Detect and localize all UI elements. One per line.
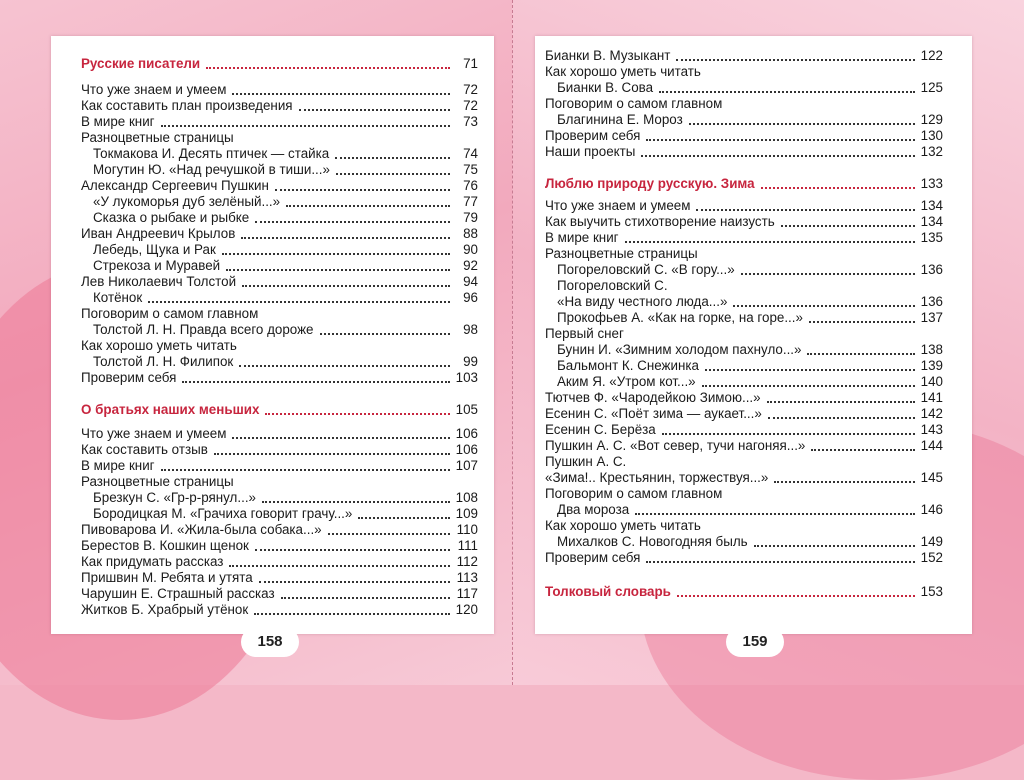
toc-entry[interactable] bbox=[81, 370, 478, 386]
toc-entry-title: Что уже знаем и умеем bbox=[81, 426, 227, 441]
toc-entry[interactable] bbox=[81, 354, 478, 370]
toc-entry-title: Берестов В. Кошкин щенок bbox=[81, 538, 249, 553]
toc-entry[interactable] bbox=[81, 322, 478, 338]
toc-entry[interactable] bbox=[545, 374, 943, 390]
toc-dot-leader bbox=[646, 139, 914, 141]
toc-entry[interactable] bbox=[545, 342, 943, 358]
toc-dot-leader bbox=[781, 225, 915, 227]
toc-page-number: 72 bbox=[463, 82, 478, 97]
toc-entry[interactable] bbox=[545, 80, 943, 96]
toc-page-number: 122 bbox=[920, 48, 943, 63]
toc-page-number: 134 bbox=[920, 214, 943, 229]
toc-entry-title: Поговорим о самом главном bbox=[545, 96, 723, 111]
toc-dot-leader bbox=[809, 321, 915, 323]
toc-page-number: 117 bbox=[456, 586, 478, 601]
toc-dot-leader bbox=[662, 433, 915, 435]
toc-dot-leader bbox=[281, 597, 450, 599]
toc-entry-title: Как хорошо уметь читать bbox=[81, 338, 237, 353]
toc-dot-leader bbox=[161, 469, 450, 471]
toc-entry-title: Как хорошо уметь читать bbox=[545, 518, 701, 533]
toc-entry-title: Разноцветные страницы bbox=[81, 474, 234, 489]
toc-entry[interactable] bbox=[81, 146, 478, 162]
toc-entry-title: О братьях наших меньших bbox=[81, 402, 260, 417]
toc-entry[interactable] bbox=[545, 294, 943, 310]
toc-page-number: 109 bbox=[455, 506, 478, 521]
toc-entry-title: Проверим себя bbox=[81, 370, 177, 385]
toc-dot-leader bbox=[774, 481, 914, 483]
toc-entry[interactable] bbox=[545, 144, 943, 160]
toc-dot-leader bbox=[275, 189, 450, 191]
toc-entry[interactable] bbox=[81, 98, 478, 114]
toc-entry-title: Люблю природу русскую. Зима bbox=[545, 176, 755, 191]
page-number-right: 159 bbox=[726, 627, 784, 657]
toc-entry[interactable] bbox=[545, 438, 943, 454]
toc-dot-leader bbox=[286, 205, 450, 207]
toc-dot-leader bbox=[320, 333, 451, 335]
toc-page-number: 134 bbox=[920, 198, 943, 213]
toc-dot-leader bbox=[646, 561, 914, 563]
toc-page-number: 110 bbox=[456, 522, 478, 537]
toc-page-number: 152 bbox=[920, 550, 943, 565]
toc-entry-title: Русские писатели bbox=[81, 56, 201, 71]
toc-entry[interactable] bbox=[545, 310, 943, 326]
toc-page-number: 75 bbox=[463, 162, 478, 177]
left-page bbox=[51, 36, 494, 634]
toc-page-number: 136 bbox=[920, 294, 943, 309]
toc-entry[interactable] bbox=[81, 490, 478, 506]
toc-page-number: 145 bbox=[920, 470, 943, 485]
toc-entry-title: «У лукоморья дуб зелёный...» bbox=[93, 194, 281, 209]
toc-entry-title: В мире книг bbox=[545, 230, 619, 245]
toc-entry-title: Пушкин А. С. «Вот север, тучи нагоняя...» bbox=[545, 438, 806, 453]
toc-entry[interactable] bbox=[81, 162, 478, 178]
toc-entry-title: Первый снег bbox=[545, 326, 624, 341]
toc-page-number: 92 bbox=[463, 258, 478, 273]
toc-page-number: 71 bbox=[463, 56, 478, 71]
toc-page-number: 130 bbox=[920, 128, 943, 143]
toc-entry-title: Разноцветные страницы bbox=[81, 130, 234, 145]
toc-dot-leader bbox=[206, 67, 450, 69]
toc-entry-title: Как составить отзыв bbox=[81, 442, 208, 457]
toc-page-number: 79 bbox=[463, 210, 478, 225]
toc-page-number: 77 bbox=[463, 194, 478, 209]
toc-entry[interactable] bbox=[81, 258, 478, 274]
toc-entry[interactable] bbox=[81, 130, 478, 146]
toc-page-number: 111 bbox=[457, 538, 478, 553]
toc-entry[interactable] bbox=[545, 390, 943, 406]
toc-entry-title: Лев Николаевич Толстой bbox=[81, 274, 237, 289]
toc-entry[interactable] bbox=[545, 246, 943, 262]
toc-page-number: 76 bbox=[463, 178, 478, 193]
toc-page-number: 139 bbox=[920, 358, 943, 373]
toc-section-heading[interactable] bbox=[81, 56, 478, 72]
toc-entry[interactable] bbox=[545, 454, 943, 470]
toc-entry[interactable] bbox=[81, 114, 478, 130]
toc-entry[interactable] bbox=[81, 602, 478, 618]
toc-entry-title: Токмакова И. Десять птичек — стайка bbox=[93, 146, 330, 161]
toc-dot-leader bbox=[148, 301, 450, 303]
toc-entry-title: Благинина Е. Мороз bbox=[557, 112, 683, 127]
toc-page-number: 132 bbox=[920, 144, 943, 159]
toc-page-number: 135 bbox=[920, 230, 943, 245]
toc-entry[interactable] bbox=[81, 506, 478, 522]
toc-entry-title: Бальмонт К. Снежинка bbox=[557, 358, 699, 373]
toc-entry-title: Что уже знаем и умеем bbox=[545, 198, 691, 213]
toc-page-number: 133 bbox=[920, 176, 943, 191]
toc-dot-leader bbox=[239, 365, 450, 367]
toc-entry-title: Могутин Ю. «Над речушкой в тиши...» bbox=[93, 162, 330, 177]
toc-dot-leader bbox=[761, 187, 915, 189]
toc-entry-title: «Зима!.. Крестьянин, торжествуя...» bbox=[545, 470, 769, 485]
toc-entry-title: Аким Я. «Утром кот...» bbox=[557, 374, 696, 389]
toc-entry[interactable] bbox=[81, 82, 478, 98]
toc-dot-leader bbox=[676, 59, 914, 61]
toc-page-number: 112 bbox=[456, 554, 478, 569]
toc-entry[interactable] bbox=[81, 554, 478, 570]
page-number-left: 158 bbox=[241, 627, 299, 657]
toc-dot-leader bbox=[768, 417, 915, 419]
toc-entry[interactable] bbox=[545, 112, 943, 128]
toc-page-number: 96 bbox=[463, 290, 478, 305]
toc-dot-leader bbox=[262, 501, 450, 503]
toc-page-number: 149 bbox=[920, 534, 943, 549]
toc-entry-title: Котёнок bbox=[93, 290, 143, 305]
toc-entry-title: Как придумать рассказ bbox=[81, 554, 224, 569]
toc-entry[interactable] bbox=[81, 442, 478, 458]
toc-entry-title: Стрекоза и Муравей bbox=[93, 258, 221, 273]
toc-entry-title: Как выучить стихотворение наизусть bbox=[545, 214, 775, 229]
toc-dot-leader bbox=[259, 581, 450, 583]
toc-dot-leader bbox=[254, 613, 449, 615]
toc-page-number: 120 bbox=[455, 602, 478, 617]
toc-entry[interactable] bbox=[545, 422, 943, 438]
toc-section-heading[interactable] bbox=[545, 584, 943, 600]
toc-dot-leader bbox=[705, 369, 915, 371]
toc-dot-leader bbox=[226, 269, 450, 271]
toc-dot-leader bbox=[689, 123, 915, 125]
toc-page-number: 143 bbox=[920, 422, 943, 437]
toc-entry[interactable] bbox=[545, 326, 943, 342]
toc-dot-leader bbox=[754, 545, 915, 547]
toc-dot-leader bbox=[641, 155, 914, 157]
book-spine bbox=[512, 0, 513, 685]
toc-page-number: 141 bbox=[920, 390, 943, 405]
toc-dot-leader bbox=[811, 449, 914, 451]
toc-entry-title: Лебедь, Щука и Рак bbox=[93, 242, 216, 257]
toc-page-number: 106 bbox=[455, 426, 478, 441]
toc-entry[interactable] bbox=[81, 226, 478, 242]
toc-page-number: 74 bbox=[463, 146, 478, 161]
toc-dot-leader bbox=[677, 595, 915, 597]
toc-entry-title: Брезкун С. «Гр-р-рянул...» bbox=[93, 490, 256, 505]
toc-entry[interactable] bbox=[81, 570, 478, 586]
toc-page-number: 106 bbox=[455, 442, 478, 457]
toc-page-number: 129 bbox=[920, 112, 943, 127]
toc-entry[interactable] bbox=[545, 48, 943, 64]
toc-page-number: 146 bbox=[920, 502, 943, 517]
toc-entry-title: Прокофьев А. «Как на горке, на горе...» bbox=[557, 310, 803, 325]
toc-dot-leader bbox=[182, 381, 449, 383]
toc-entry-title: Бианки В. Музыкант bbox=[545, 48, 671, 63]
toc-entry[interactable] bbox=[545, 198, 943, 214]
toc-entry-title: Что уже знаем и умеем bbox=[81, 82, 227, 97]
toc-entry[interactable] bbox=[545, 214, 943, 230]
toc-dot-leader bbox=[696, 209, 914, 211]
toc-page-number: 113 bbox=[456, 570, 478, 585]
toc-dot-leader bbox=[232, 437, 449, 439]
toc-entry-title: Чарушин Е. Страшный рассказ bbox=[81, 586, 275, 601]
toc-dot-leader bbox=[767, 401, 915, 403]
toc-dot-leader bbox=[255, 549, 450, 551]
toc-entry[interactable] bbox=[545, 502, 943, 518]
toc-page-number: 138 bbox=[920, 342, 943, 357]
toc-page-number: 103 bbox=[455, 370, 478, 385]
toc-entry-title: Поговорим о самом главном bbox=[545, 486, 723, 501]
toc-page-number: 94 bbox=[463, 274, 478, 289]
toc-entry[interactable] bbox=[545, 358, 943, 374]
toc-entry-title: Погореловский С. bbox=[557, 278, 668, 293]
toc-entry[interactable] bbox=[545, 518, 943, 534]
toc-page-number: 125 bbox=[920, 80, 943, 95]
toc-dot-leader bbox=[214, 453, 450, 455]
toc-page-number: 98 bbox=[463, 322, 478, 337]
toc-entry[interactable] bbox=[545, 550, 943, 566]
toc-dot-leader bbox=[229, 565, 450, 567]
toc-dot-leader bbox=[733, 305, 914, 307]
toc-dot-leader bbox=[702, 385, 915, 387]
toc-entry-title: Есенин С. Берёза bbox=[545, 422, 656, 437]
toc-dot-leader bbox=[336, 173, 450, 175]
toc-entry-title: Погореловский С. «В гору...» bbox=[557, 262, 735, 277]
toc-entry-title: В мире книг bbox=[81, 458, 155, 473]
toc-entry[interactable] bbox=[81, 338, 478, 354]
toc-page-number: 137 bbox=[920, 310, 943, 325]
toc-entry[interactable] bbox=[545, 230, 943, 246]
toc-entry[interactable] bbox=[81, 474, 478, 490]
toc-entry-title: Как хорошо уметь читать bbox=[545, 64, 701, 79]
toc-dot-leader bbox=[255, 221, 450, 223]
toc-entry-title: В мире книг bbox=[81, 114, 155, 129]
toc-entry[interactable] bbox=[81, 194, 478, 210]
toc-page-number: 142 bbox=[920, 406, 943, 421]
toc-page-number: 107 bbox=[455, 458, 478, 473]
toc-entry[interactable] bbox=[545, 278, 943, 294]
toc-page-number: 73 bbox=[463, 114, 478, 129]
toc-dot-leader bbox=[659, 91, 915, 93]
toc-entry[interactable] bbox=[81, 178, 478, 194]
toc-entry[interactable] bbox=[81, 538, 478, 554]
toc-entry-title: Толстой Л. Н. Филипок bbox=[93, 354, 234, 369]
toc-dot-leader bbox=[358, 517, 449, 519]
toc-entry[interactable] bbox=[81, 458, 478, 474]
toc-page-number: 153 bbox=[920, 584, 943, 599]
toc-entry[interactable] bbox=[545, 534, 943, 550]
toc-page-number: 105 bbox=[455, 402, 478, 417]
toc-entry-title: Толстой Л. Н. Правда всего дороже bbox=[93, 322, 314, 337]
toc-entry[interactable] bbox=[545, 128, 943, 144]
toc-dot-leader bbox=[328, 533, 450, 535]
toc-dot-leader bbox=[241, 237, 450, 239]
toc-entry-title: «На виду честного люда...» bbox=[557, 294, 728, 309]
toc-dot-leader bbox=[741, 273, 915, 275]
toc-entry-title: Сказка о рыбаке и рыбке bbox=[93, 210, 250, 225]
toc-page-number: 99 bbox=[463, 354, 478, 369]
toc-entry-title: Есенин С. «Поёт зима — аукает...» bbox=[545, 406, 762, 421]
toc-entry-title: Пивоварова И. «Жила-была собака...» bbox=[81, 522, 322, 537]
toc-entry[interactable] bbox=[81, 290, 478, 306]
toc-entry[interactable] bbox=[81, 210, 478, 226]
toc-entry-title: Иван Андреевич Крылов bbox=[81, 226, 236, 241]
toc-entry[interactable] bbox=[81, 242, 478, 258]
toc-page-number: 140 bbox=[920, 374, 943, 389]
toc-entry-title: Толковый словарь bbox=[545, 584, 671, 599]
toc-entry[interactable] bbox=[545, 64, 943, 80]
toc-entry-title: Проверим себя bbox=[545, 550, 641, 565]
toc-entry-title: Житков Б. Храбрый утёнок bbox=[81, 602, 249, 617]
toc-entry[interactable] bbox=[81, 426, 478, 442]
toc-entry[interactable] bbox=[81, 274, 478, 290]
toc-entry-title: Бородицкая М. «Грачиха говорит грачу...» bbox=[93, 506, 353, 521]
toc-entry-title: Пришвин М. Ребята и утята bbox=[81, 570, 253, 585]
toc-entry-title: Наши проекты bbox=[545, 144, 636, 159]
right-page bbox=[535, 36, 972, 634]
toc-page-number: 136 bbox=[920, 262, 943, 277]
toc-entry[interactable] bbox=[81, 586, 478, 602]
toc-section-heading[interactable] bbox=[545, 176, 943, 192]
toc-entry-title: Пушкин А. С. bbox=[545, 454, 627, 469]
toc-page-number: 144 bbox=[920, 438, 943, 453]
toc-dot-leader bbox=[161, 125, 450, 127]
toc-dot-leader bbox=[807, 353, 914, 355]
toc-entry-title: Бунин И. «Зимним холодом пахнуло...» bbox=[557, 342, 802, 357]
toc-entry[interactable] bbox=[545, 262, 943, 278]
toc-entry[interactable] bbox=[545, 470, 943, 486]
toc-entry-title: Бианки В. Сова bbox=[557, 80, 654, 95]
toc-dot-leader bbox=[335, 157, 450, 159]
toc-dot-leader bbox=[299, 109, 450, 111]
toc-dot-leader bbox=[635, 513, 914, 515]
toc-page-number: 108 bbox=[455, 490, 478, 505]
toc-page-number: 88 bbox=[463, 226, 478, 241]
toc-entry[interactable] bbox=[545, 406, 943, 422]
toc-entry-title: Разноцветные страницы bbox=[545, 246, 698, 261]
toc-entry-title: Александр Сергеевич Пушкин bbox=[81, 178, 269, 193]
toc-section-heading[interactable] bbox=[81, 402, 478, 418]
toc-page-number: 72 bbox=[463, 98, 478, 113]
toc-dot-leader bbox=[625, 241, 915, 243]
toc-entry-title: Проверим себя bbox=[545, 128, 641, 143]
toc-entry[interactable] bbox=[545, 486, 943, 502]
toc-dot-leader bbox=[222, 253, 450, 255]
toc-dot-leader bbox=[242, 285, 450, 287]
toc-page-number: 90 bbox=[463, 242, 478, 257]
toc-dot-leader bbox=[265, 413, 449, 415]
toc-entry[interactable] bbox=[81, 306, 478, 322]
toc-entry[interactable] bbox=[81, 522, 478, 538]
toc-entry-title: Как составить план произведения bbox=[81, 98, 293, 113]
toc-entry-title: Михалков С. Новогодняя быль bbox=[557, 534, 748, 549]
toc-dot-leader bbox=[232, 93, 450, 95]
toc-entry[interactable] bbox=[545, 96, 943, 112]
toc-entry-title: Два мороза bbox=[557, 502, 630, 517]
toc-entry-title: Поговорим о самом главном bbox=[81, 306, 259, 321]
toc-entry-title: Тютчев Ф. «Чародейкою Зимою...» bbox=[545, 390, 761, 405]
